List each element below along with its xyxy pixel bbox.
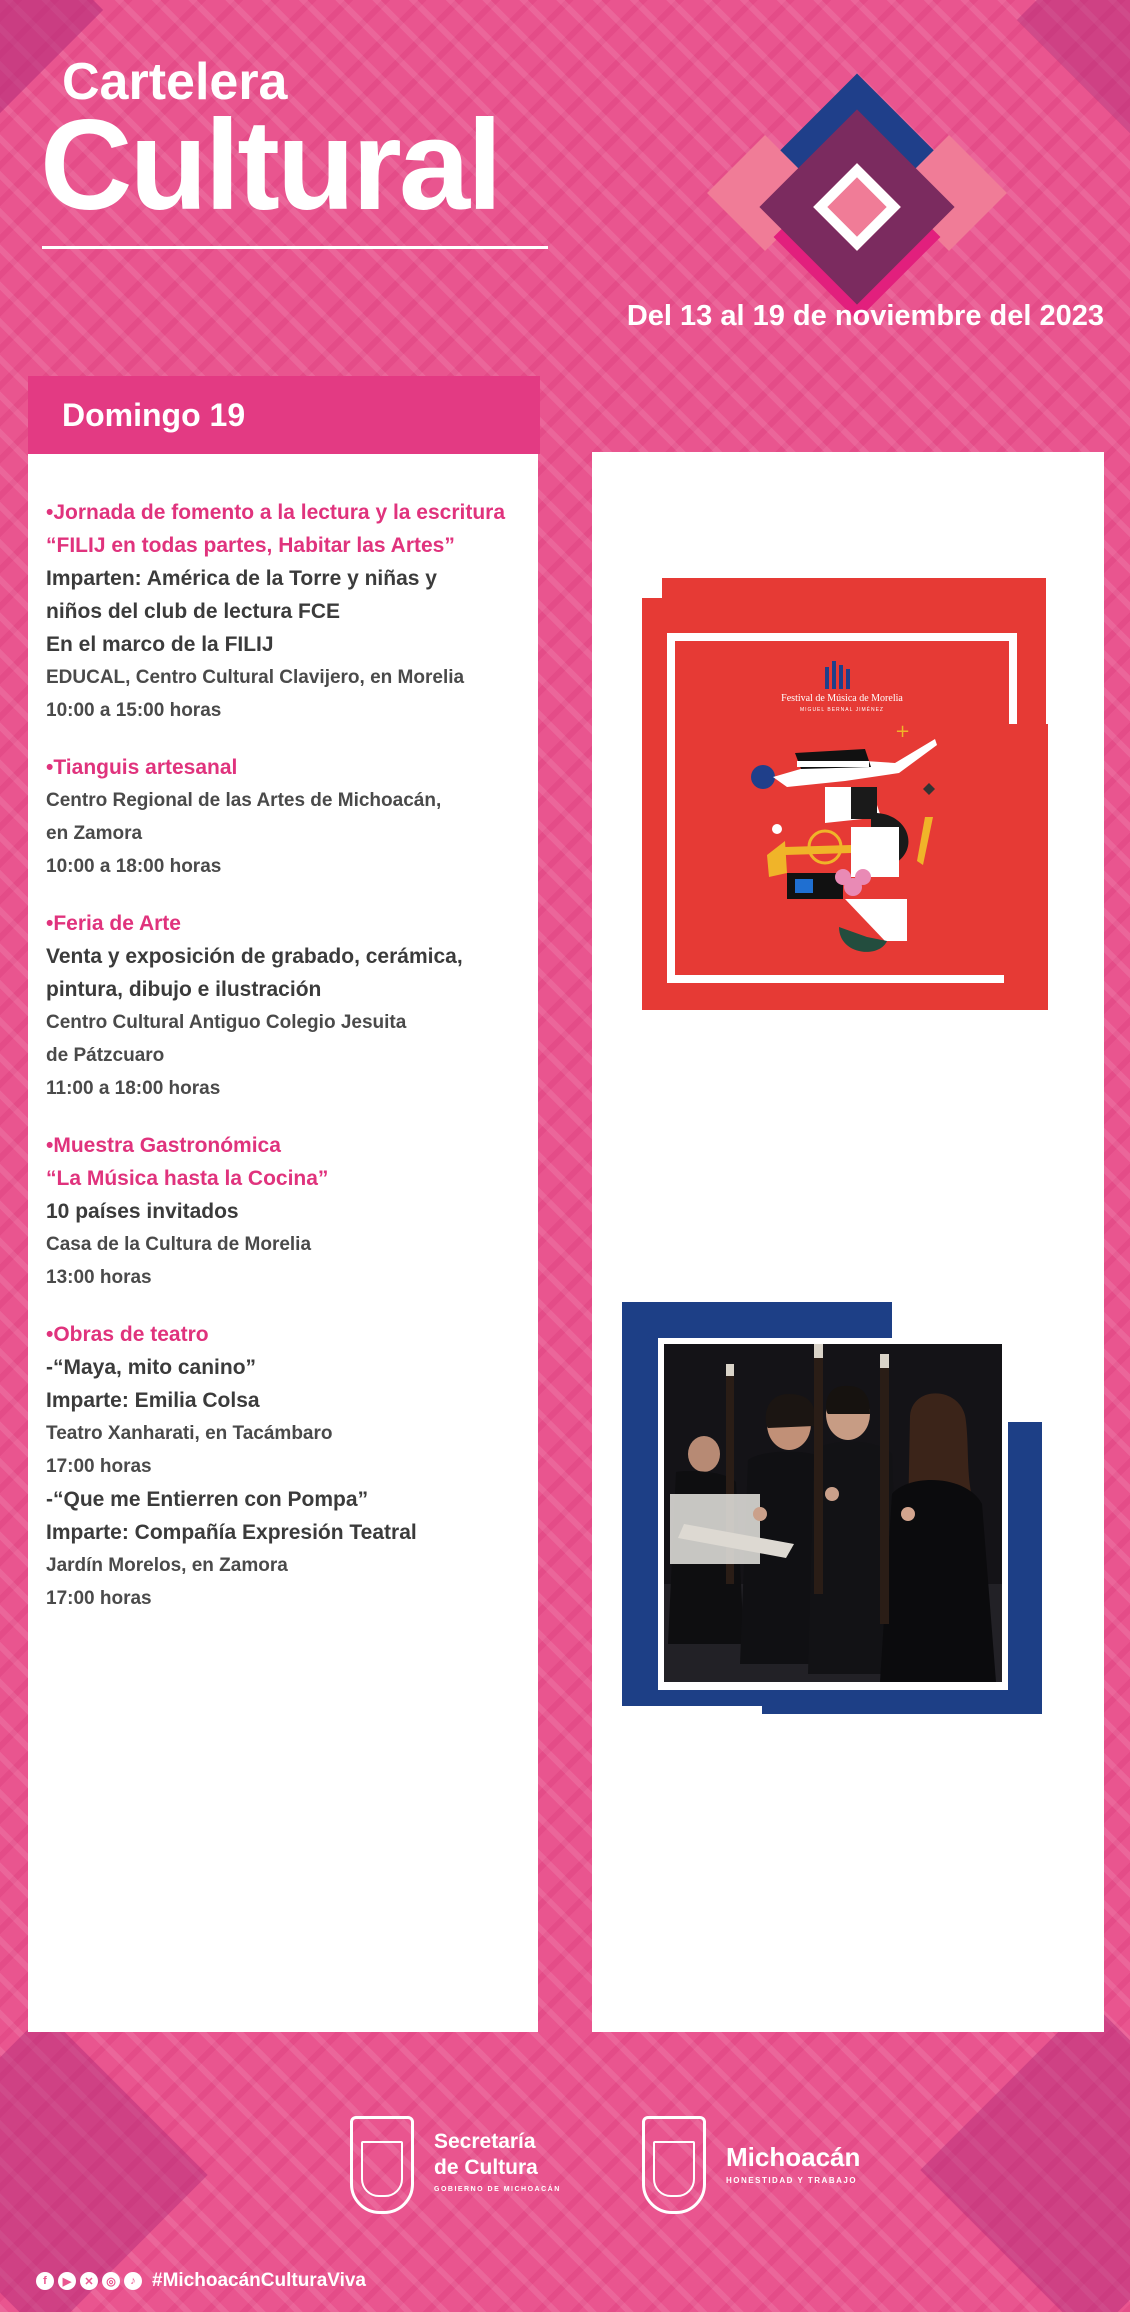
event-detail-line: pintura, dibujo e ilustración <box>46 978 322 1001</box>
event-title-line: •Obras de teatro <box>46 1323 209 1346</box>
event-info-line: Teatro Xanharati, en Tacámbaro <box>46 1423 333 1444</box>
logo1-line2: de Cultura <box>434 2156 538 2179</box>
festival-poster-subtitle: MIGUEL BERNAL JIMÉNEZ <box>800 707 884 713</box>
event-item <box>46 751 530 883</box>
social-bar <box>36 2268 366 2294</box>
event-info-line: en Zamora <box>46 823 143 844</box>
event-item <box>46 1129 530 1294</box>
logo1-tagline: GOBIERNO DE MICHOACÁN <box>434 2186 561 2193</box>
coat-of-arms-icon <box>350 2116 414 2214</box>
logo2-name: Michoacán <box>726 2142 861 2172</box>
michoacan-logo <box>642 2116 892 2216</box>
event-detail-line: Imparte: Compañía Expresión Teatral <box>46 1521 417 1544</box>
event-title-line: •Jornada de fomento a la lectura y la escritura <box>46 501 506 524</box>
event-detail-line: -“Que me Entierren con Pompa” <box>46 1488 369 1511</box>
event-item <box>46 907 530 1105</box>
event-detail-line: niños del club de lectura FCE <box>46 600 341 623</box>
title-underline <box>42 246 548 249</box>
event-detail-line: En el marco de la FILIJ <box>46 633 274 656</box>
festival-poster-image <box>667 633 1017 983</box>
festival-poster-title: Festival de Música de Morelia <box>781 693 903 704</box>
date-range: Del 13 al 19 de noviembre del 2023 <box>626 300 1104 332</box>
x-icon[interactable]: ✕ <box>80 2272 98 2290</box>
facebook-icon[interactable]: f <box>36 2272 54 2290</box>
event-info-line: 17:00 horas <box>46 1456 152 1477</box>
events-list <box>46 496 530 1639</box>
event-title-line: •Feria de Arte <box>46 912 181 935</box>
diamond-logo-icon <box>706 86 1008 308</box>
secretaria-cultura-logo <box>350 2116 590 2216</box>
events-panel <box>28 454 538 2032</box>
event-info-line: 11:00 a 18:00 horas <box>46 1078 221 1099</box>
tiktok-icon[interactable]: ♪ <box>124 2272 142 2290</box>
event-detail-line: Imparte: Emilia Colsa <box>46 1389 260 1412</box>
event-item <box>46 1318 530 1615</box>
bassoon-players-image <box>664 1344 1002 1682</box>
orchestra-photo <box>658 1338 1008 1690</box>
event-info-line: 17:00 horas <box>46 1588 152 1609</box>
event-info-line: 13:00 horas <box>46 1267 152 1288</box>
youtube-icon[interactable]: ▶ <box>58 2272 76 2290</box>
images-panel <box>592 452 1104 2032</box>
logo1-line1: Secretaría <box>434 2130 536 2153</box>
event-info-line: Jardín Morelos, en Zamora <box>46 1555 288 1576</box>
event-item <box>46 496 530 727</box>
event-detail-line: Venta y exposición de grabado, cerámica, <box>46 945 463 968</box>
corner-decoration <box>920 2000 1130 2312</box>
instagram-icon[interactable]: ◎ <box>102 2272 120 2290</box>
event-info-line: de Pátzcuaro <box>46 1045 165 1066</box>
hashtag[interactable]: #MichoacánCulturaViva <box>152 2270 367 2291</box>
svg-text:+: + <box>895 721 911 742</box>
title-line-2: Cultural <box>40 94 500 237</box>
day-header <box>28 376 540 454</box>
event-info-line: Centro Regional de las Artes de Michoacán, <box>46 790 442 811</box>
trumpet-illustration-icon <box>675 641 1009 975</box>
corner-decoration <box>1017 0 1130 133</box>
event-title-line: “La Música hasta la Cocina” <box>46 1167 329 1190</box>
coat-of-arms-icon <box>642 2116 706 2214</box>
logo2-tagline: HONESTIDAD Y TRABAJO <box>726 2176 858 2185</box>
title-line-1: Cartelera <box>62 53 288 111</box>
event-info-line: 10:00 a 18:00 horas <box>46 856 222 877</box>
event-title-line: •Muestra Gastronómica <box>46 1134 281 1157</box>
event-title-line: “FILIJ en todas partes, Habitar las Artes” <box>46 534 455 557</box>
event-info-line: 10:00 a 15:00 horas <box>46 700 222 721</box>
event-title-line: •Tianguis artesanal <box>46 756 238 779</box>
event-detail-line: -“Maya, mito canino” <box>46 1356 257 1379</box>
event-detail-line: 10 países invitados <box>46 1200 239 1223</box>
event-info-line: Casa de la Cultura de Morelia <box>46 1234 312 1255</box>
event-info-line: Centro Cultural Antiguo Colegio Jesuita <box>46 1012 407 1033</box>
event-detail-line: Imparten: América de la Torre y niñas y <box>46 567 437 590</box>
event-info-line: EDUCAL, Centro Cultural Clavijero, en Morelia <box>46 667 465 688</box>
day-label: Domingo 19 <box>62 397 246 433</box>
